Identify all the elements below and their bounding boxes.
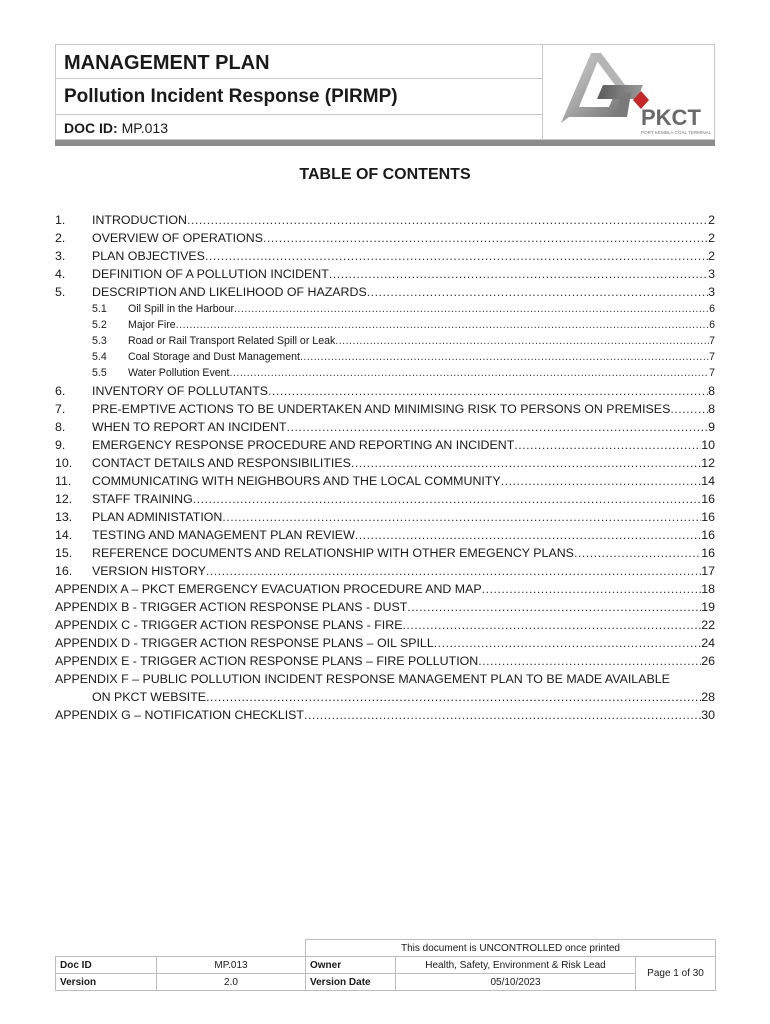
doc-id-line [56,115,542,140]
header-title-block [56,45,543,140]
footer-version-value: 2.0 [157,974,306,991]
toc-entry[interactable]: 8. WHEN TO REPORT AN INCIDENT ..... 9 [55,418,715,436]
toc-entry[interactable]: 15. REFERENCE DOCUMENTS AND RELATIONSHIP WITH OTHER EMEGENCY PLANS ..... 16 [55,544,715,562]
toc-entry[interactable]: 4. DEFINITION OF A POLLUTION INCIDENT ..... 3 [55,265,715,283]
toc-subentry[interactable]: 5.5 Water Pollution Event ..... 7 [92,365,715,381]
footer-doc-id-value: MP.013 [157,957,306,974]
footer-version-date-value: 05/10/2023 [396,974,636,991]
toc-entry[interactable]: 3. PLAN OBJECTIVES ..... 2 [55,247,715,265]
toc-appendix-continuation[interactable]: ON PKCT WEBSITE ..... 28 [92,688,715,706]
toc-appendix-entry[interactable]: APPENDIX C - TRIGGER ACTION RESPONSE PLANS - FIRE ..... 22 [55,616,715,634]
toc-entry[interactable]: 13. PLAN ADMINISTATION ..... 16 [55,508,715,526]
toc-appendix-entry[interactable]: APPENDIX E - TRIGGER ACTION RESPONSE PLANS – FIRE POLLUTION ..... 26 [55,652,715,670]
toc-appendix-entry[interactable]: APPENDIX D - TRIGGER ACTION RESPONSE PLANS – OIL SPILL ..... 24 [55,634,715,652]
footer-version-label: Version [56,974,157,991]
footer-version-date-label: Version Date [306,974,396,991]
document-footer [55,939,715,991]
toc-heading: TABLE OF CONTENTS [299,166,471,183]
uncontrolled-note: This document is UNCONTROLLED once printed [306,940,716,957]
footer-owner-label: Owner [306,957,396,974]
toc-entry[interactable]: 7. PRE-EMPTIVE ACTIONS TO BE UNDERTAKEN AND MINIMISING RISK TO PERSONS ON PREMISES ..... 8 [55,400,715,418]
toc-entry[interactable]: 16. VERSION HISTORY ..... 17 [55,562,715,580]
toc-entry[interactable]: 10. CONTACT DETAILS AND RESPONSIBILITIES ..... 12 [55,454,715,472]
document-header [55,44,715,140]
logo-tagline: PORT KEMBLA COAL TERMINAL [641,130,712,135]
pkct-logo [543,45,715,140]
toc-subentry[interactable]: 5.4 Coal Storage and Dust Management ..... 7 [92,349,715,365]
document-subtitle: Pollution Incident Response (PIRMP) [56,79,542,115]
footer-doc-id-label: Doc ID [56,957,157,974]
doc-id-value: MP.013 [121,120,169,136]
pkct-logo-graphic [543,45,715,140]
toc-appendix-entry[interactable]: APPENDIX B - TRIGGER ACTION RESPONSE PLANS - DUST ..... 19 [55,598,715,616]
toc-entry[interactable]: 1. INTRODUCTION ..... 2 [55,211,715,229]
toc-subentry[interactable]: 5.2 Major Fire ..... 6 [92,317,715,333]
toc-entry[interactable]: 6. INVENTORY OF POLLUTANTS ..... 8 [55,382,715,400]
document-type-title: MANAGEMENT PLAN [56,45,542,79]
page-number: Page 1 of 30 [636,957,716,991]
toc-entry[interactable]: 11. COMMUNICATING WITH NEIGHBOURS AND THE LOCAL COMMUNITY ..... 14 [55,472,715,490]
toc-subentry[interactable]: 5.1 Oil Spill in the Harbour ..... 6 [92,301,715,317]
toc-entry[interactable]: 5. DESCRIPTION AND LIKELIHOOD OF HAZARDS ..... 3 [55,283,715,301]
toc-entry[interactable]: 14. TESTING AND MANAGEMENT PLAN REVIEW ..... 16 [55,526,715,544]
logo-wordmark: PKCT [641,105,701,130]
toc-subentry[interactable]: 5.3 Road or Rail Transport Related Spill or Leak ..... 7 [92,333,715,349]
toc-appendix-entry[interactable]: APPENDIX F – PUBLIC POLLUTION INCIDENT RESPONSE MANAGEMENT PLAN TO BE MADE AVAILABLE [55,672,670,686]
toc-entry[interactable]: 12. STAFF TRAINING ..... 16 [55,490,715,508]
doc-id-label: DOC ID: [64,120,118,136]
toc-appendix-entry[interactable]: APPENDIX A – PKCT EMERGENCY EVACUATION PROCEDURE AND MAP ..... 18 [55,580,715,598]
toc-entry[interactable]: 2. OVERVIEW OF OPERATIONS ..... 2 [55,229,715,247]
header-divider-bar [55,140,715,146]
toc-appendix-entry[interactable]: APPENDIX G – NOTIFICATION CHECKLIST ..... 30 [55,706,715,724]
footer-owner-value: Health, Safety, Environment & Risk Lead [396,957,636,974]
document-control-table [55,939,716,991]
toc-entry[interactable]: 9. EMERGENCY RESPONSE PROCEDURE AND REPORTING AN INCIDENT ..... 10 [55,436,715,454]
